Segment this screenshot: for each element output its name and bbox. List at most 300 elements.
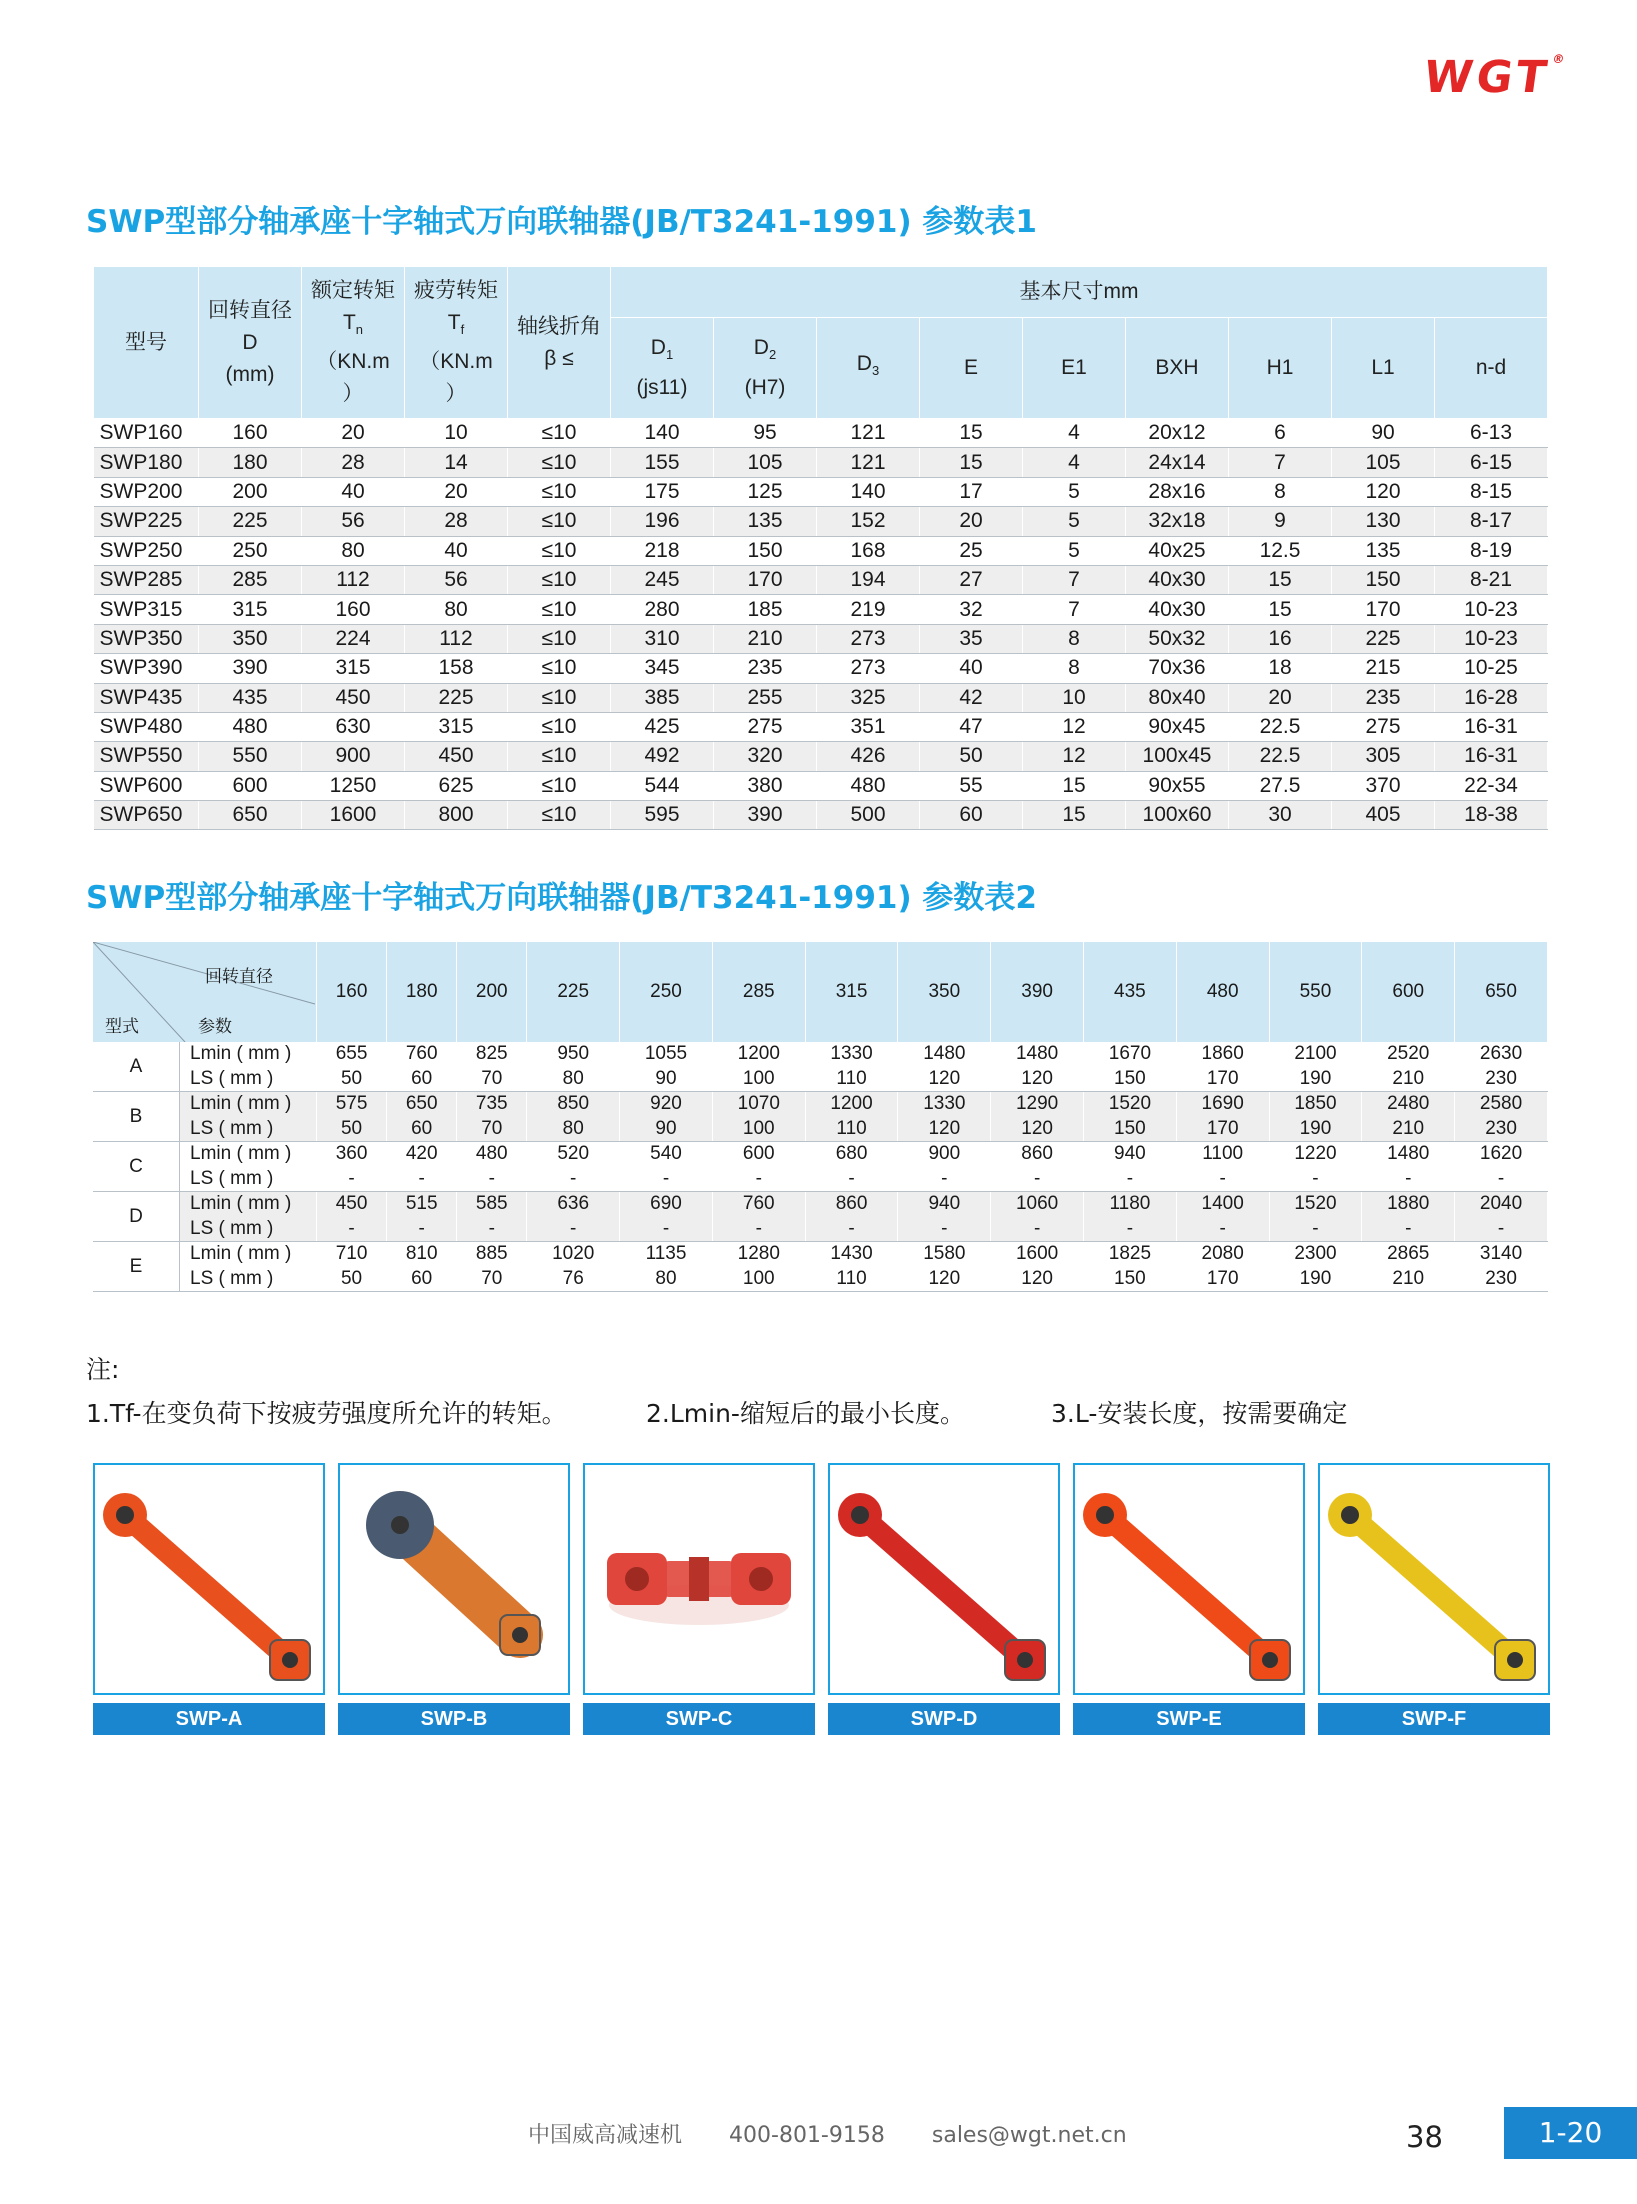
table-cell: 135: [1332, 536, 1435, 565]
table-cell: 1070: [712, 1092, 805, 1117]
col-bxh: BXH: [1126, 318, 1229, 419]
table-cell: 1290: [991, 1092, 1084, 1117]
table-cell: 1520: [1084, 1092, 1177, 1117]
type-cell: B: [93, 1092, 180, 1142]
col-rated-torque: 额定转矩 $T_n$ （KN.m ）: [302, 267, 405, 419]
table-cell: 110: [805, 1117, 898, 1142]
page-number: 38: [1406, 2120, 1443, 2154]
table-cell: 350: [199, 624, 302, 653]
table-cell: 1600: [302, 801, 405, 830]
table-cell: 140: [611, 419, 714, 448]
table-cell: 100: [712, 1267, 805, 1292]
table-cell: 450: [405, 742, 508, 771]
table-cell: -: [991, 1217, 1084, 1242]
param-cell: LS ( mm ): [180, 1167, 317, 1192]
table-row: [94, 536, 1548, 565]
product-label: SWP-E: [1073, 1703, 1305, 1735]
table-cell: 5: [1023, 477, 1126, 506]
corner-label-param: 参数: [198, 1017, 232, 1036]
table-cell: 1220: [1269, 1142, 1362, 1167]
col-e: E: [920, 318, 1023, 419]
table-cell: 120: [898, 1117, 991, 1142]
table-cell: -: [805, 1217, 898, 1242]
table-cell: 1200: [712, 1042, 805, 1067]
table-cell: 650: [387, 1092, 457, 1117]
table-cell: 825: [457, 1042, 527, 1067]
table-cell: 760: [712, 1192, 805, 1217]
model-cell: SWP600: [94, 771, 199, 800]
table-cell: -: [527, 1167, 620, 1192]
table-cell: 80: [527, 1117, 620, 1142]
model-cell: SWP180: [94, 448, 199, 477]
col-group-basic-dimensions: 基本尺寸mm: [611, 267, 1548, 318]
table-cell: 1330: [805, 1042, 898, 1067]
diameter-header: 390: [991, 942, 1084, 1042]
model-cell: SWP350: [94, 624, 199, 653]
col-nd: n-d: [1435, 318, 1548, 419]
product-label: SWP-B: [338, 1703, 570, 1735]
diameter-header: 250: [620, 942, 713, 1042]
diameter-header: 550: [1269, 942, 1362, 1042]
table-cell: 20: [1229, 683, 1332, 712]
table-cell: 90x55: [1126, 771, 1229, 800]
table-cell: 55: [920, 771, 1023, 800]
diameter-header: 600: [1362, 942, 1455, 1042]
table-cell: 492: [611, 742, 714, 771]
table-cell: ≤10: [508, 712, 611, 741]
table-cell: 60: [920, 801, 1023, 830]
col-diameter: 回转直径 D (mm): [199, 267, 302, 419]
table-cell: 426: [817, 742, 920, 771]
table-cell: 940: [1084, 1142, 1177, 1167]
table-cell: 4: [1023, 419, 1126, 448]
col-l1: L1: [1332, 318, 1435, 419]
table-cell: 80: [302, 536, 405, 565]
table-cell: 1860: [1176, 1042, 1269, 1067]
table-cell: -: [620, 1217, 713, 1242]
table-cell: 351: [817, 712, 920, 741]
model-cell: SWP225: [94, 507, 199, 536]
table-cell: -: [712, 1167, 805, 1192]
table-cell: 16-31: [1435, 712, 1548, 741]
param-cell: Lmin ( mm ): [180, 1092, 317, 1117]
product-card: [93, 1463, 325, 1735]
diameter-header: 225: [527, 942, 620, 1042]
table-cell: 650: [199, 801, 302, 830]
col-fatigue-torque: 疲劳转矩 $T_f$ （KN.m ）: [405, 267, 508, 419]
product-card: [1073, 1463, 1305, 1735]
table-cell: 196: [611, 507, 714, 536]
table-cell: 380: [714, 771, 817, 800]
table-cell: 370: [1332, 771, 1435, 800]
param-cell: Lmin ( mm ): [180, 1042, 317, 1067]
table-cell: 120: [991, 1067, 1084, 1092]
table-cell: 40: [405, 536, 508, 565]
table-cell: 8: [1023, 624, 1126, 653]
table-cell: 28x16: [1126, 477, 1229, 506]
table-cell: 35: [920, 624, 1023, 653]
diameter-header: 160: [317, 942, 387, 1042]
table-cell: 2580: [1455, 1092, 1548, 1117]
table-cell: 2520: [1362, 1042, 1455, 1067]
table-cell: 280: [611, 595, 714, 624]
type-cell: D: [93, 1192, 180, 1242]
table-cell: 9: [1229, 507, 1332, 536]
table-cell: 150: [714, 536, 817, 565]
table-cell: 15: [1229, 565, 1332, 594]
param-cell: Lmin ( mm ): [180, 1142, 317, 1167]
table-cell: 255: [714, 683, 817, 712]
table-cell: -: [1362, 1217, 1455, 1242]
table-cell: 112: [302, 565, 405, 594]
table-row: [93, 1242, 1548, 1267]
diameter-header: 285: [712, 942, 805, 1042]
table-cell: 15: [1023, 771, 1126, 800]
table-cell: 160: [302, 595, 405, 624]
table-cell: 600: [199, 771, 302, 800]
table-cell: 20: [302, 419, 405, 448]
table-cell: 450: [317, 1192, 387, 1217]
table-cell: 1620: [1455, 1142, 1548, 1167]
table-cell: 150: [1084, 1267, 1177, 1292]
table-row: [94, 624, 1548, 653]
footer-email[interactable]: sales@wgt.net.cn: [931, 2123, 1127, 2148]
col-beta: 轴线折角 β ≤: [508, 267, 611, 419]
table-cell: 32x18: [1126, 507, 1229, 536]
table-cell: 90: [1332, 419, 1435, 448]
product-label: SWP-F: [1318, 1703, 1550, 1735]
table-cell: 690: [620, 1192, 713, 1217]
table-cell: 90: [620, 1117, 713, 1142]
table-cell: 170: [1332, 595, 1435, 624]
table-cell: 28: [302, 448, 405, 477]
table-cell: 10-23: [1435, 595, 1548, 624]
table-cell: 1480: [1362, 1142, 1455, 1167]
parameter-table-1: [93, 266, 1548, 830]
table-cell: 885: [457, 1242, 527, 1267]
table-row: [94, 448, 1548, 477]
table-cell: 315: [405, 712, 508, 741]
table-cell: 6-15: [1435, 448, 1548, 477]
table-cell: 405: [1332, 801, 1435, 830]
table-row: [94, 683, 1548, 712]
table-cell: 185: [714, 595, 817, 624]
table-cell: 70: [457, 1267, 527, 1292]
table-cell: 120: [898, 1067, 991, 1092]
table-cell: -: [1269, 1167, 1362, 1192]
table-cell: 860: [805, 1192, 898, 1217]
table-cell: 1480: [991, 1042, 1084, 1067]
product-image: [1073, 1463, 1305, 1695]
table-cell: 345: [611, 654, 714, 683]
table-row: [94, 654, 1548, 683]
table-cell: 1880: [1362, 1192, 1455, 1217]
table-cell: -: [1176, 1217, 1269, 1242]
table-cell: 600: [712, 1142, 805, 1167]
table-cell: 112: [405, 624, 508, 653]
table-cell: 245: [611, 565, 714, 594]
table-row: [93, 1117, 1548, 1142]
product-card: [1318, 1463, 1550, 1735]
table-cell: 15: [920, 419, 1023, 448]
table-cell: 110: [805, 1067, 898, 1092]
table-cell: 2100: [1269, 1042, 1362, 1067]
table-cell: 1580: [898, 1242, 991, 1267]
table-cell: 230: [1455, 1067, 1548, 1092]
table-cell: 950: [527, 1042, 620, 1067]
table-cell: 1060: [991, 1192, 1084, 1217]
table-cell: 1180: [1084, 1192, 1177, 1217]
table-cell: 940: [898, 1192, 991, 1217]
table-cell: ≤10: [508, 448, 611, 477]
table-cell: ≤10: [508, 683, 611, 712]
table-cell: 575: [317, 1092, 387, 1117]
table-cell: 170: [714, 565, 817, 594]
table-cell: -: [387, 1217, 457, 1242]
table-cell: -: [387, 1167, 457, 1192]
table-row: [93, 1167, 1548, 1192]
table-cell: 30: [1229, 801, 1332, 830]
table-row: [94, 419, 1548, 448]
table-cell: 435: [199, 683, 302, 712]
table-cell: 1600: [991, 1242, 1084, 1267]
diameter-header: 650: [1455, 942, 1548, 1042]
table-cell: -: [805, 1167, 898, 1192]
table-cell: 225: [405, 683, 508, 712]
table-cell: ≤10: [508, 771, 611, 800]
table-cell: 7: [1023, 565, 1126, 594]
table-cell: 25: [920, 536, 1023, 565]
table-cell: 225: [1332, 624, 1435, 653]
table-cell: 550: [199, 742, 302, 771]
table-cell: 210: [1362, 1267, 1455, 1292]
table-cell: 150: [1084, 1117, 1177, 1142]
table-cell: 360: [317, 1142, 387, 1167]
model-cell: SWP315: [94, 595, 199, 624]
table-cell: 80: [405, 595, 508, 624]
table-cell: 275: [1332, 712, 1435, 741]
table-cell: 32: [920, 595, 1023, 624]
table-cell: 150: [1332, 565, 1435, 594]
table-cell: 100x45: [1126, 742, 1229, 771]
table-cell: 60: [387, 1067, 457, 1092]
col-d2: $D_2$ (H7): [714, 318, 817, 419]
product-image: [828, 1463, 1060, 1695]
table-cell: ≤10: [508, 536, 611, 565]
table-cell: 42: [920, 683, 1023, 712]
table-cell: 110: [805, 1267, 898, 1292]
table-cell: 90: [620, 1067, 713, 1092]
table-cell: 630: [302, 712, 405, 741]
table-cell: 24x14: [1126, 448, 1229, 477]
table-cell: 18: [1229, 654, 1332, 683]
table-cell: 40x25: [1126, 536, 1229, 565]
table-cell: 655: [317, 1042, 387, 1067]
table-cell: ≤10: [508, 742, 611, 771]
table-cell: 3140: [1455, 1242, 1548, 1267]
table-cell: 22.5: [1229, 742, 1332, 771]
table-cell: 2480: [1362, 1092, 1455, 1117]
table-cell: 14: [405, 448, 508, 477]
table-cell: 56: [405, 565, 508, 594]
table-cell: ≤10: [508, 477, 611, 506]
type-cell: A: [93, 1042, 180, 1092]
table-cell: 70: [457, 1067, 527, 1092]
table-cell: 480: [817, 771, 920, 800]
table-cell: 275: [714, 712, 817, 741]
table-cell: 1250: [302, 771, 405, 800]
param-cell: Lmin ( mm ): [180, 1242, 317, 1267]
table-cell: 56: [302, 507, 405, 536]
table-cell: ≤10: [508, 565, 611, 594]
table-cell: 1430: [805, 1242, 898, 1267]
table-cell: 219: [817, 595, 920, 624]
param-cell: LS ( mm ): [180, 1117, 317, 1142]
table-cell: 160: [199, 419, 302, 448]
corner-label-type: 型式: [105, 1017, 139, 1036]
table-cell: 8-17: [1435, 507, 1548, 536]
product-card: [338, 1463, 570, 1735]
table-cell: 1280: [712, 1242, 805, 1267]
table-cell: 15: [1229, 595, 1332, 624]
table-cell: 230: [1455, 1117, 1548, 1142]
model-cell: SWP250: [94, 536, 199, 565]
table-cell: 305: [1332, 742, 1435, 771]
model-cell: SWP550: [94, 742, 199, 771]
table-cell: 2040: [1455, 1192, 1548, 1217]
table-cell: 310: [611, 624, 714, 653]
table-cell: 2300: [1269, 1242, 1362, 1267]
table-cell: 130: [1332, 507, 1435, 536]
table-cell: ≤10: [508, 801, 611, 830]
table-cell: 60: [387, 1267, 457, 1292]
table-cell: 90x45: [1126, 712, 1229, 741]
table-cell: 680: [805, 1142, 898, 1167]
product-image: [338, 1463, 570, 1695]
table-cell: 8-21: [1435, 565, 1548, 594]
table-cell: -: [457, 1217, 527, 1242]
table-cell: 1055: [620, 1042, 713, 1067]
table-cell: 16-28: [1435, 683, 1548, 712]
table-cell: 10-25: [1435, 654, 1548, 683]
model-cell: SWP435: [94, 683, 199, 712]
product-label: SWP-A: [93, 1703, 325, 1735]
table-cell: 10: [405, 419, 508, 448]
table-cell: 2865: [1362, 1242, 1455, 1267]
table-cell: 70: [457, 1117, 527, 1142]
table-cell: 80: [620, 1267, 713, 1292]
table-cell: 1825: [1084, 1242, 1177, 1267]
table-cell: 273: [817, 654, 920, 683]
table-cell: 8: [1229, 477, 1332, 506]
table-cell: 636: [527, 1192, 620, 1217]
table-cell: 190: [1269, 1267, 1362, 1292]
footer-company: 中国威高减速机: [528, 2123, 683, 2148]
table-row: [93, 1067, 1548, 1092]
table-row: [94, 595, 1548, 624]
table-cell: 121: [817, 448, 920, 477]
table-cell: ≤10: [508, 507, 611, 536]
table-row: [94, 771, 1548, 800]
table-cell: -: [1362, 1167, 1455, 1192]
product-label: SWP-C: [583, 1703, 815, 1735]
table-cell: -: [1084, 1217, 1177, 1242]
table-cell: 194: [817, 565, 920, 594]
table-cell: 420: [387, 1142, 457, 1167]
param-cell: LS ( mm ): [180, 1217, 317, 1242]
table-cell: 12: [1023, 742, 1126, 771]
table-cell: 595: [611, 801, 714, 830]
table-cell: ≤10: [508, 624, 611, 653]
table-row: [93, 1142, 1548, 1167]
table-cell: 390: [199, 654, 302, 683]
table-cell: 100: [712, 1117, 805, 1142]
table-row: [93, 1042, 1548, 1067]
corner-label-diameter: 回转直径: [205, 967, 273, 986]
table-cell: -: [1455, 1217, 1548, 1242]
diameter-header: 315: [805, 942, 898, 1042]
table-cell: 315: [302, 654, 405, 683]
table-cell: 1400: [1176, 1192, 1269, 1217]
diameter-header: 350: [898, 942, 991, 1042]
table-cell: -: [898, 1167, 991, 1192]
table-cell: 315: [199, 595, 302, 624]
table-cell: 5: [1023, 507, 1126, 536]
table-cell: 385: [611, 683, 714, 712]
table-cell: 105: [1332, 448, 1435, 477]
table-cell: 50: [317, 1267, 387, 1292]
model-cell: SWP650: [94, 801, 199, 830]
table-cell: 16-31: [1435, 742, 1548, 771]
parameter-table-2: [93, 942, 1548, 1292]
table-cell: -: [620, 1167, 713, 1192]
table-cell: ≤10: [508, 595, 611, 624]
table-cell: 40x30: [1126, 565, 1229, 594]
table-cell: 28: [405, 507, 508, 536]
table-row: [93, 1192, 1548, 1217]
model-cell: SWP480: [94, 712, 199, 741]
table-cell: 170: [1176, 1067, 1269, 1092]
table-cell: 10: [1023, 683, 1126, 712]
table-cell: 810: [387, 1242, 457, 1267]
table-cell: 235: [1332, 683, 1435, 712]
table-cell: 80: [527, 1067, 620, 1092]
note-3: 3.L-安装长度，按需要确定: [1051, 1399, 1348, 1428]
table-cell: 168: [817, 536, 920, 565]
table-cell: 325: [817, 683, 920, 712]
footer-contacts: [528, 2118, 1167, 2149]
diameter-header: 480: [1176, 942, 1269, 1042]
model-cell: SWP160: [94, 419, 199, 448]
table-cell: 6: [1229, 419, 1332, 448]
note-2: 2.Lmin-缩短后的最小长度。: [646, 1399, 965, 1428]
table-cell: 125: [714, 477, 817, 506]
table-cell: 225: [199, 507, 302, 536]
table-cell: 800: [405, 801, 508, 830]
table-cell: 735: [457, 1092, 527, 1117]
table-cell: 5: [1023, 536, 1126, 565]
table-cell: 120: [991, 1117, 1084, 1142]
table-cell: 520: [527, 1142, 620, 1167]
table-cell: 40: [920, 654, 1023, 683]
table-cell: 1100: [1176, 1142, 1269, 1167]
diameter-header: 200: [457, 942, 527, 1042]
diameter-header: 435: [1084, 942, 1177, 1042]
table-cell: 540: [620, 1142, 713, 1167]
footer-phone: 400-801-9158: [729, 2123, 885, 2148]
table-cell: 1020: [527, 1242, 620, 1267]
table-cell: 210: [1362, 1067, 1455, 1092]
